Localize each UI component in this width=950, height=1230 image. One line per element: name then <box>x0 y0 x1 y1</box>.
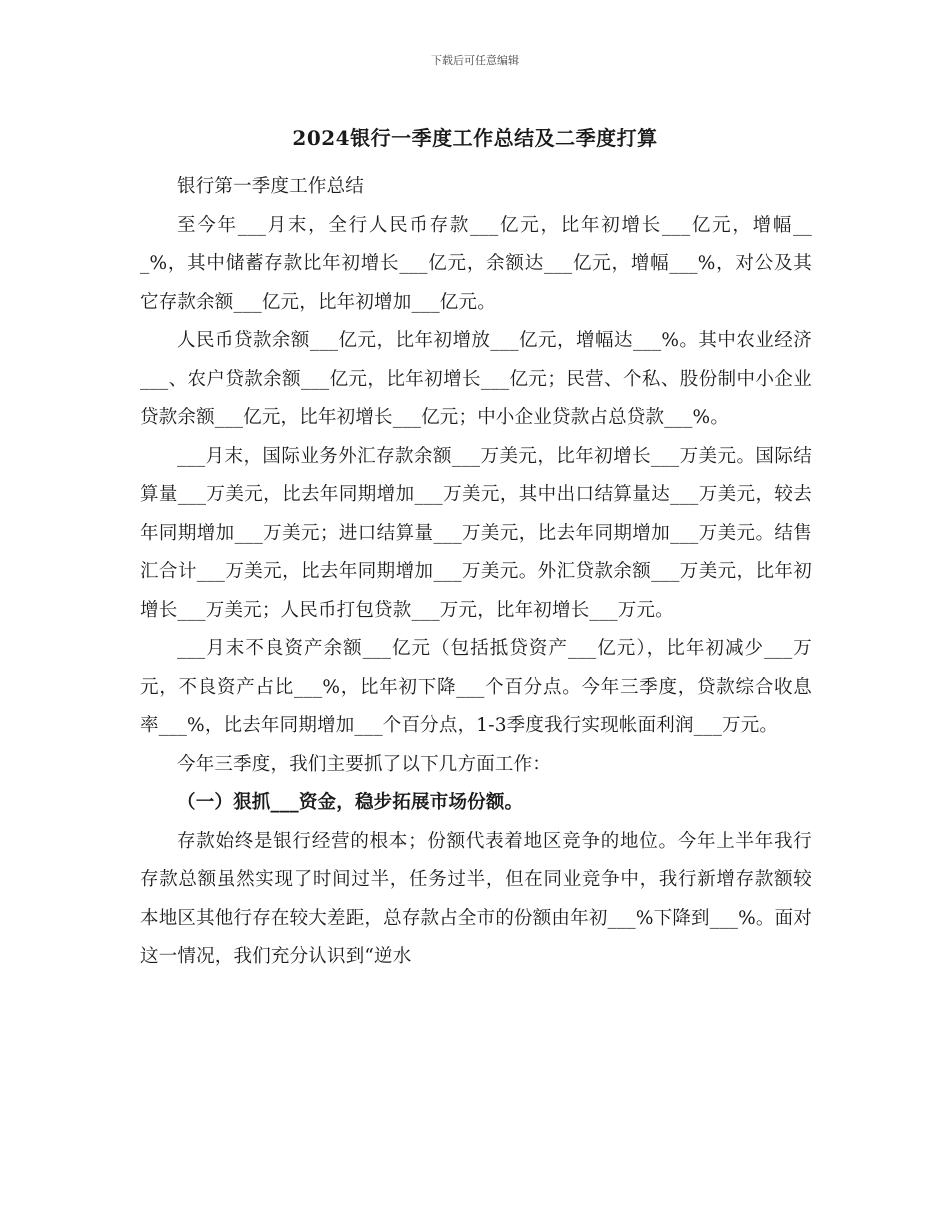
document-title: 2024银行一季度工作总结及二季度打算 <box>292 126 658 150</box>
paragraph-work-intro: 今年三季度，我们主要抓了以下几方面工作： <box>177 753 552 775</box>
paragraph-section-heading: 银行第一季度工作总结 <box>177 176 365 197</box>
paragraph-international: ___月末，国际业务外汇存款余额___万美元，比年初增长___万美元。国际结算量___万美元，比去年同期增加___万美元，其中出口结算量达___万美元，较去年同期增加___万美元；进口结算量___万美元，比去年同期增加___万美元。结售汇合计___万美元，比去年同期增加___万美元。外汇贷款余额___万美元，比年初增长___万美元；人民币打包贷款___万元，比年初增长___万元。 <box>140 445 812 621</box>
paragraph-deposits: 至今年___月末，全行人民币存款___亿元，比年初增长___亿元，增幅___%，其中储蓄存款比年初增长___亿元，余额达___亿元，增幅___%，对公及其它存款余额___亿元，比年初增加___亿元。 <box>140 214 812 313</box>
paragraph-deposit-strategy: 存款始终是银行经营的根本；份额代表着地区竞争的地位。今年上半年我行存款总额虽然实现了时间过半，任务过半，但在同业竞争中，我行新增存款额较本地区其他行存在较大差距，总存款占全市的份额由年初___%下降到___%。面对这一情况，我们充分认识到“逆水 <box>140 830 812 967</box>
header-note: 下载后可任意编辑 <box>431 54 519 67</box>
paragraph-nonperforming: ___月末不良资产余额___亿元（包括抵贷资产___亿元），比年初减少___万元，不良资产占比___%，比年初下降___个百分点。今年三季度，贷款综合收息率___%，比去年同期增加___个百分点，1-3季度我行实现帐面利润___万元。 <box>140 638 812 736</box>
paragraph-loans: 人民币贷款余额___亿元，比年初增放___亿元，增幅达___%。其中农业经济___、农户贷款余额___亿元，比年初增长___亿元；民营、个私、股份制中小企业贷款余额___亿元，比年初增长___亿元；中小企业贷款占总贷款___%。 <box>140 330 812 428</box>
document-body <box>140 168 812 977</box>
paragraph-subheading-1: （一）狠抓___资金，稳步拓展市场份额。 <box>177 792 524 813</box>
